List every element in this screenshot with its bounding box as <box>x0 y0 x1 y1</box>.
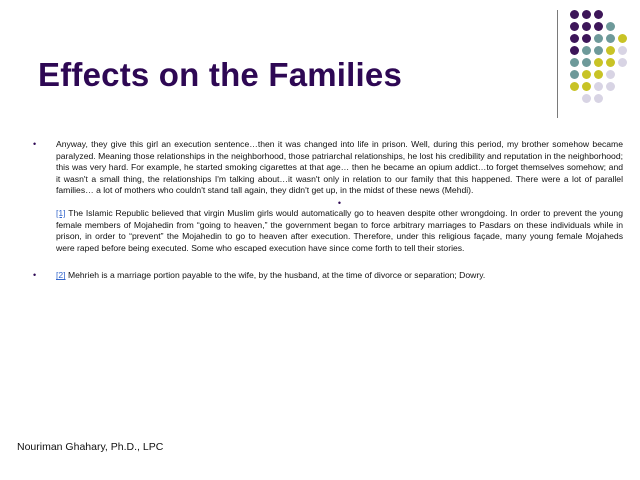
bullet-item-1 <box>33 139 623 254</box>
bullet-dot-icon: • <box>33 139 37 149</box>
decor-dot <box>606 58 615 67</box>
decor-dot <box>606 34 615 43</box>
decor-dot <box>618 58 627 67</box>
decor-dot <box>594 70 603 79</box>
decor-dot <box>606 46 615 55</box>
author-footer: Nouriman Ghahary, Ph.D., LPC <box>17 441 164 453</box>
bullet-item-2 <box>33 270 623 282</box>
decor-dot <box>594 10 603 19</box>
footnote-link-2[interactable]: [2] <box>56 270 66 281</box>
decor-dot <box>570 58 579 67</box>
decor-dot <box>582 22 591 31</box>
decor-dot <box>618 34 627 43</box>
decor-dot <box>570 22 579 31</box>
bullet-dot-icon: • <box>33 270 37 281</box>
decor-dot <box>606 22 615 31</box>
decor-dot <box>570 34 579 43</box>
bullet-text: Anyway, they give this girl an execution sentence…then it was changed into life in prison. Well, during this period, my brother somehow became paralyzed. Meaning those relationships in the neighborhood, those patriarchal relationships, he lost his credibility and reputation in the neighborhood; this was very hard. For example, he started smoking cigarettes at that age… then he became an opium addict…to forget themselves somehow; and it wasn't a small thing, the relationships I'm talking about…it wasn't only in relation to our family that this happened. There were a lot of parallel families… a lot of mothers who couldn't stand tall again, they didn't get up, in the midst of these news (Mehdi). <box>56 139 623 196</box>
decor-dot <box>582 94 591 103</box>
decor-dot <box>570 46 579 55</box>
footnote <box>56 208 623 254</box>
decor-dot <box>594 94 603 103</box>
decor-dot <box>582 10 591 19</box>
decor-dot <box>582 82 591 91</box>
decor-dot <box>570 70 579 79</box>
decor-dot <box>594 82 603 91</box>
decorative-dot-grid <box>568 10 632 106</box>
slide-body <box>33 139 623 282</box>
footnote-text: The Islamic Republic believed that virgin Muslim girls would automatically go to heaven despite other wrongdoing. In order to prevent the young female members of Mojahedin from “going to heaven,” the government began to force arbitrary marriages to Pasdars on these individuals while in prison, in order to “prevent” the Mojahedin to go to heaven after execution. Therefore, under this religious façade, many young female Mojaheds were raped before being executed. Some who escaped execution have since come forth to tell their stories. <box>56 207 623 253</box>
footnote-link-1[interactable]: [1] <box>56 207 66 218</box>
decor-dot <box>618 46 627 55</box>
decor-dot <box>594 46 603 55</box>
decor-dot <box>582 46 591 55</box>
slide-title: Effects on the Families <box>38 56 403 93</box>
bullet-text: Mehrieh is a marriage portion payable to the wife, by the husband, at the time of divorce or separation; Dowry. <box>65 270 486 281</box>
decor-dot <box>606 70 615 79</box>
decor-dot <box>582 34 591 43</box>
inline-bullet-dot-icon: • <box>337 197 342 208</box>
decor-dot <box>606 82 615 91</box>
decor-dot <box>594 58 603 67</box>
decor-dot <box>570 10 579 19</box>
decor-dot <box>582 70 591 79</box>
decor-dot <box>570 82 579 91</box>
decor-dot <box>594 22 603 31</box>
vertical-divider <box>557 10 558 118</box>
decor-dot <box>594 34 603 43</box>
decor-dot <box>582 58 591 67</box>
